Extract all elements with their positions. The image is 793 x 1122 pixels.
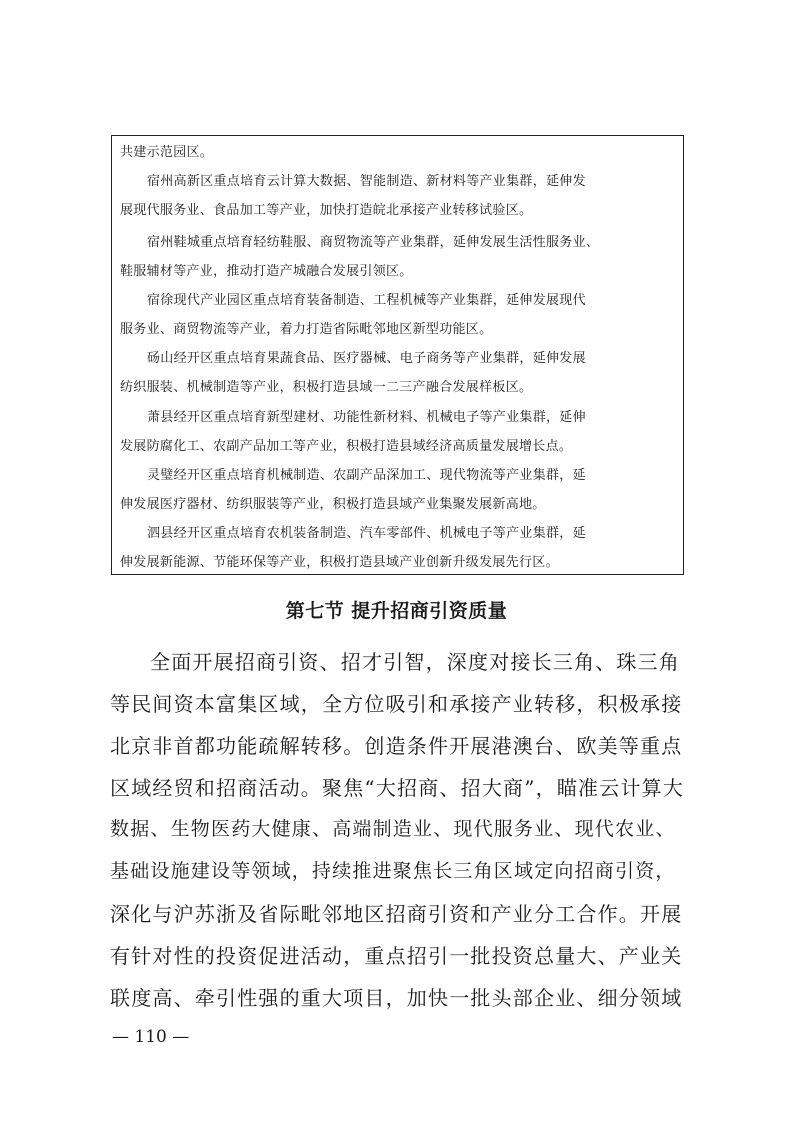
box-line: 泗县经开区重点培育农机装备制造、汽车零部件、机械电子等产业集群，延 xyxy=(147,526,586,541)
box-line: 宿州高新区重点培育云计算大数据、智能制造、新材料等产业集群，延伸发 xyxy=(147,174,586,189)
content-box xyxy=(111,135,684,575)
box-line: 砀山经开区重点培育果蔬食品、医疗器械、电子商务等产业集群，延伸发展 xyxy=(147,351,586,366)
box-line: 共建示范园区。 xyxy=(120,145,214,160)
box-line: 宿徐现代产业园区重点培育装备制造、工程机械等产业集群，延伸发展现代 xyxy=(147,293,586,308)
box-line: 展现代服务业、食品加工等产业，加快打造皖北承接产业转移试验区。 xyxy=(120,203,533,218)
body-line: 区域经贸和招商活动。聚焦“大招商、招大商”，瞄准云计算大 xyxy=(110,776,685,800)
box-line: 灵璧经开区重点培育机械制造、农副产品深加工、现代物流等产业集群，延 xyxy=(147,468,586,483)
body-line: 深化与沪苏浙及省际毗邻地区招商引资和产业分工合作。开展 xyxy=(110,902,683,926)
body-line: 等民间资本富集区域，全方位吸引和承接产业转移，积极承接 xyxy=(110,692,683,716)
box-line: 鞋服辅材等产业，推动打造产城融合发展引领区。 xyxy=(120,264,413,279)
box-line: 发展防腐化工、农副产品加工等产业，积极打造县域经济高质量发展增长点。 xyxy=(120,439,573,454)
box-line: 伸发展新能源、节能环保等产业，积极打造县域产业创新升级发展先行区。 xyxy=(120,555,559,570)
box-line: 纺织服装、机械制造等产业，积极打造县域一二三产融合发展样板区。 xyxy=(120,380,533,395)
body-line: 数据、生物医药大健康、高端制造业、现代服务业、现代农业、 xyxy=(110,818,676,840)
box-line: 服务业、商贸物流等产业，着力打造省际毗邻地区新型功能区。 xyxy=(120,322,493,337)
box-line: 宿州鞋城重点培育轻纺鞋服、商贸物流等产业集群，延伸发展生活性服务业、 xyxy=(147,235,600,250)
box-line: 萧县经开区重点培育新型建材、功能性新材料、机械电子等产业集群，延伸 xyxy=(147,410,586,425)
box-line: 伸发展医疗器材、纺织服装等产业，积极打造县域产业集聚发展新高地。 xyxy=(120,497,546,512)
body-line: 全面开展招商引资、招才引智，深度对接长三角、珠三角 xyxy=(150,650,680,674)
section-title: 第七节 提升招商引资质量 xyxy=(285,600,508,622)
body-line: 有针对性的投资促进活动，重点招引一批投资总量大、产业关 xyxy=(110,944,683,968)
body-line: 联度高、牵引性强的重大项目，加快一批头部企业、细分领域 xyxy=(110,986,683,1010)
body-line: 基础设施建设等领域，持续推进聚焦长三角区域定向招商引资， xyxy=(110,860,676,882)
page-number: — 110 — xyxy=(112,1027,190,1047)
body-line: 北京非首都功能疏解转移。创造条件开展港澳台、欧美等重点 xyxy=(110,734,683,758)
